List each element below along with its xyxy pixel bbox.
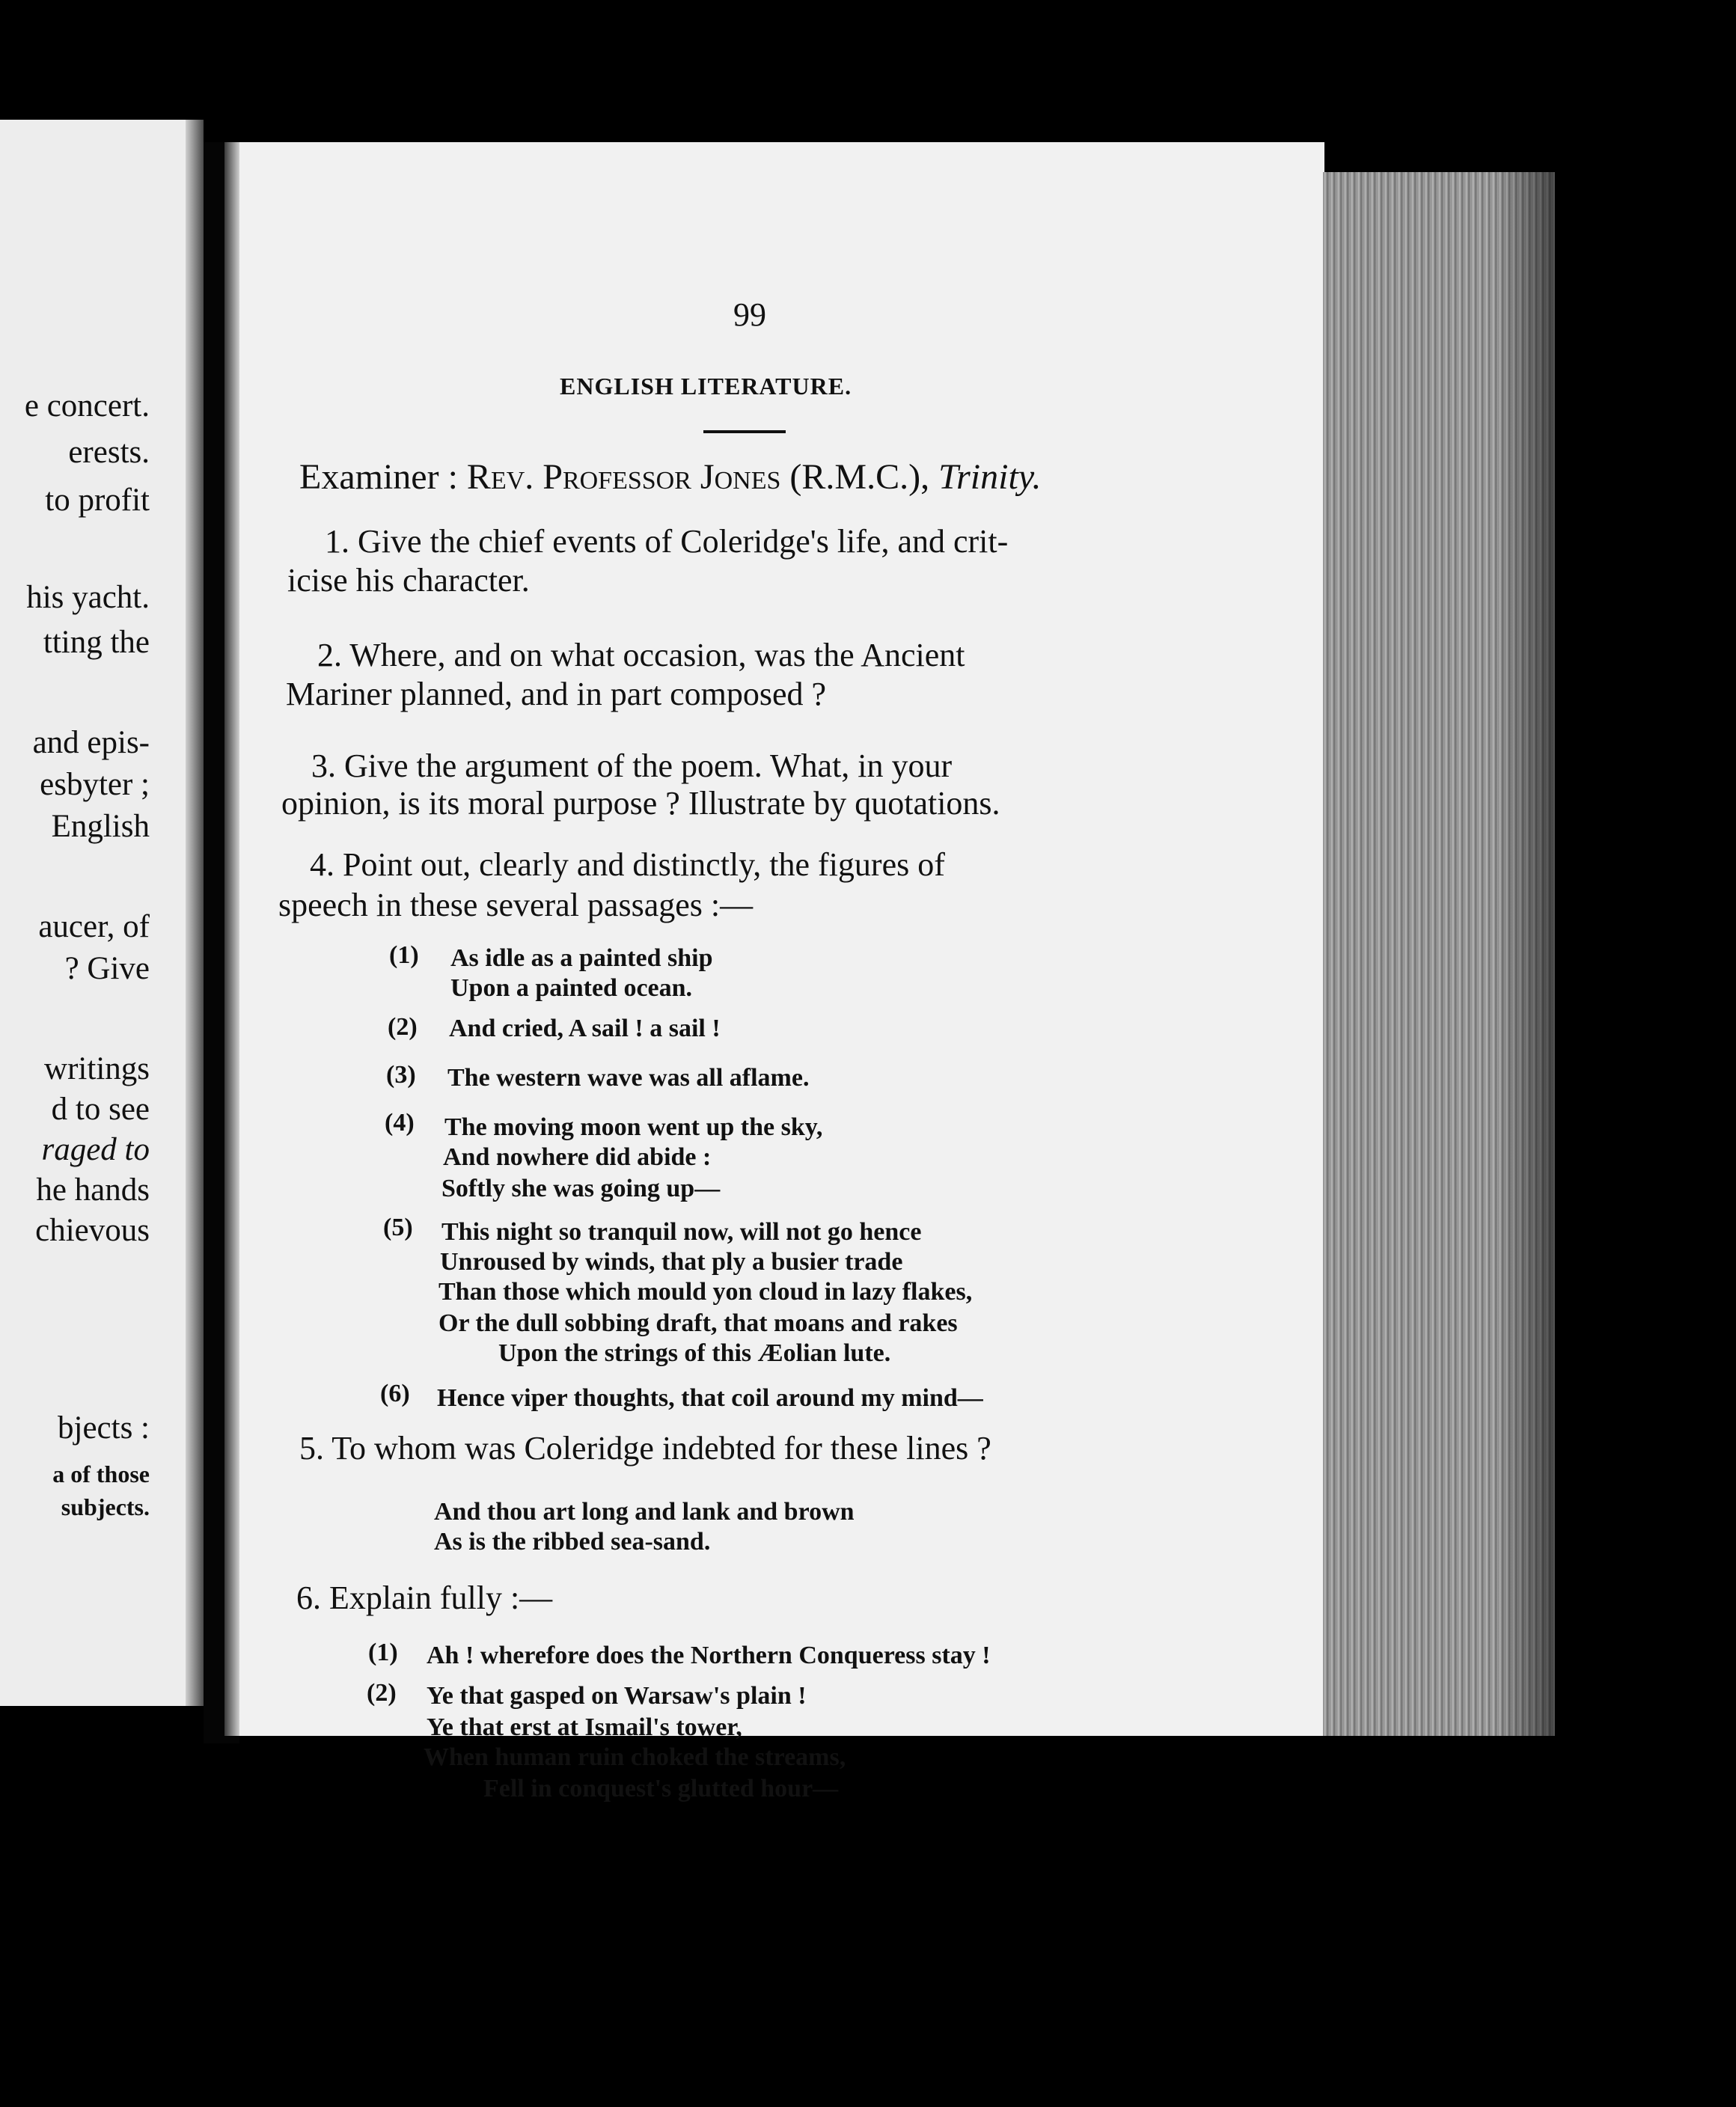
left-page-line: esbyter ; [40, 767, 150, 802]
passage-line: This night so tranquil now, will not go hence [441, 1218, 922, 1246]
left-page-line: subjects. [61, 1493, 150, 1520]
passage-line: When human ruin choked the streams, [424, 1743, 846, 1771]
left-page-line: erests. [68, 435, 150, 470]
page-edges-shadow [1495, 172, 1555, 1736]
passage-line: The western wave was all aflame. [447, 1064, 810, 1092]
left-facing-page [0, 120, 204, 1706]
passage-line: Than those which mould yon cloud in lazy flakes, [438, 1278, 973, 1306]
quote-line: And thou art long and lank and brown [434, 1498, 855, 1526]
left-page-line: chievous [35, 1213, 150, 1248]
passage-number: (1) [389, 941, 419, 969]
question-4-line-2: speech in these several passages :— [278, 887, 754, 923]
question-2-line-2: Mariner planned, and in part composed ? [286, 676, 827, 712]
passage-number: (4) [385, 1109, 415, 1137]
left-page-line: English [51, 809, 150, 844]
passage-number: (2) [367, 1679, 397, 1707]
examiner-name: Rev. Professor Jones [466, 457, 781, 497]
question-3-line-2: opinion, is its moral purpose ? Illustrate by quotations. [281, 785, 1000, 822]
section-title: ENGLISH LITERATURE. [560, 373, 852, 400]
left-page-line: tting the [43, 625, 150, 660]
passage-line: Unroused by winds, that ply a busier trade [440, 1248, 903, 1276]
left-page-line: to profit [45, 483, 150, 518]
passage-line: And cried, A sail ! a sail ! [449, 1015, 721, 1042]
left-page-line: a of those [52, 1461, 150, 1487]
left-page-line: d to see [51, 1092, 150, 1127]
passage-line: Hence viper thoughts, that coil around my mind— [437, 1384, 983, 1412]
right-page [224, 142, 1324, 1736]
examiner-label: Examiner : [299, 457, 458, 497]
passage-line: Upon a painted ocean. [450, 974, 693, 1002]
left-page-line: e concert. [24, 388, 150, 423]
page-number: 99 [733, 296, 766, 333]
left-page-gutter-shadow [186, 120, 204, 1706]
passage-line: And nowhere did abide : [443, 1143, 712, 1171]
left-page-line: his yacht. [26, 580, 150, 615]
question-1-line-2: icise his character. [287, 562, 530, 599]
passage-line: Ye that erst at Ismail's tower, [427, 1713, 742, 1741]
passage-line: The moving moon went up the sky, [444, 1113, 823, 1141]
passage-line: Upon the strings of this Æolian lute. [498, 1339, 891, 1367]
right-page-gutter-shadow [224, 142, 239, 1736]
left-page-line: writings [44, 1051, 150, 1086]
passage-line: Or the dull sobbing draft, that moans and rakes [438, 1309, 958, 1337]
left-page-line: aucer, of [38, 909, 150, 944]
passage-line: Softly she was going up— [441, 1175, 721, 1202]
left-page-line: raged to [41, 1132, 150, 1167]
passage-number: (3) [386, 1061, 416, 1089]
passage-line: Ah ! wherefore does the Northern Conqueress stay ! [427, 1642, 991, 1669]
passage-number: (1) [368, 1639, 398, 1666]
left-page-line: he hands [36, 1172, 150, 1208]
passage-line: Fell in conquest's glutted hour— [483, 1775, 839, 1802]
passage-line: Ye that gasped on Warsaw's plain ! [427, 1682, 807, 1710]
passage-number: (5) [383, 1214, 413, 1241]
book-page-edges [1323, 172, 1555, 1736]
quote-line: As is the ribbed sea-sand. [434, 1528, 711, 1556]
left-page-line: bjects : [58, 1410, 150, 1446]
examiner-line [299, 456, 1041, 498]
question-2-line-1: 2. Where, and on what occasion, was the Ancient [317, 637, 965, 673]
passage-line: As idle as a painted ship [450, 944, 713, 972]
question-4-line-1: 4. Point out, clearly and distinctly, the figures of [310, 846, 945, 883]
left-page-line: and epis- [32, 725, 150, 760]
left-page-line: ? Give [64, 951, 150, 986]
passage-number: (6) [380, 1380, 410, 1407]
title-rule [703, 430, 786, 433]
question-5-line-1: 5. To whom was Coleridge indebted for these lines ? [299, 1430, 991, 1467]
examiner-affiliation: (R.M.C.), [789, 457, 930, 497]
question-1-line-1: 1. Give the chief events of Coleridge's life, and crit- [325, 523, 1009, 560]
examiner-college: Trinity. [938, 457, 1042, 497]
question-6-line-1: 6. Explain fully :— [296, 1580, 553, 1616]
passage-number: (2) [388, 1013, 418, 1041]
question-3-line-1: 3. Give the argument of the poem. What, in your [311, 747, 953, 784]
